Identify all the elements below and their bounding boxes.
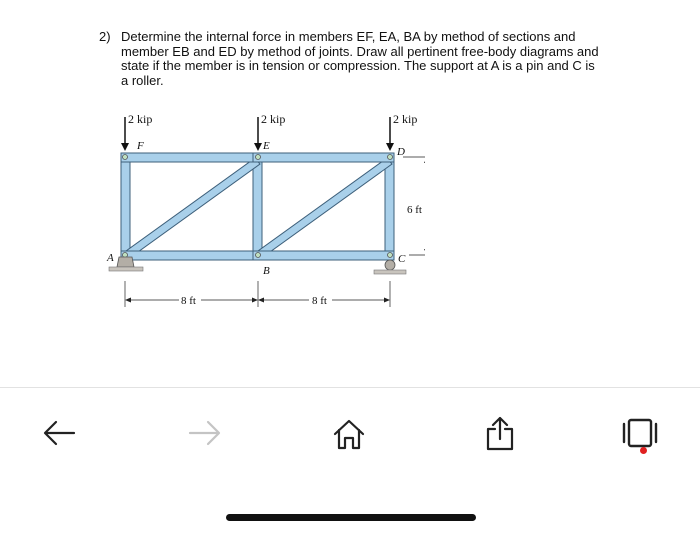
joint-label-B: B (263, 265, 270, 277)
member-AE (126, 158, 260, 257)
height-dimension-label: 6 ft (407, 204, 422, 216)
home-icon (325, 410, 373, 458)
joint-label-E: E (263, 140, 270, 152)
member-AB (121, 251, 262, 260)
problem-statement (99, 30, 599, 88)
arrow-left-icon (36, 410, 84, 458)
tabs-button[interactable] (616, 410, 664, 458)
load-label-F: 2 kip (128, 112, 153, 126)
home-indicator[interactable] (226, 514, 476, 521)
tabs-notification-dot (640, 447, 647, 454)
back-button[interactable] (36, 410, 84, 458)
member-FE (121, 153, 262, 162)
share-button[interactable] (476, 410, 524, 458)
joint-label-C: C (398, 253, 406, 265)
pin-B (256, 253, 261, 258)
problem-text: Determine the internal force in members EF, EA, BA by method of sections and member EB and ED by method of joints. Draw all pertinent free-body diagrams and state if the member is in tension or compression. The support at A is a pin and C is a roller. (121, 29, 599, 88)
load-label-D: 2 kip (393, 112, 418, 126)
pin-F (123, 155, 128, 160)
member-BE (253, 153, 262, 260)
load-label-E: 2 kip (261, 112, 286, 126)
home-button[interactable] (325, 410, 373, 458)
joint-label-F: F (137, 140, 144, 152)
arrow-right-icon (180, 410, 228, 458)
member-CD (385, 153, 394, 260)
share-icon (476, 410, 524, 458)
pin-D (388, 155, 393, 160)
member-AF (121, 153, 130, 260)
truss-figure (95, 105, 425, 315)
span-label-right: 8 ft (312, 295, 327, 307)
pin-C (388, 253, 393, 258)
joint-label-D: D (397, 146, 405, 158)
span-label-left: 8 ft (181, 295, 196, 307)
forward-button[interactable] (180, 410, 228, 458)
member-BC (253, 251, 394, 260)
member-ED (253, 153, 394, 162)
browser-toolbar (0, 388, 700, 537)
member-BD (258, 158, 392, 257)
pin-E (256, 155, 261, 160)
problem-number: 2) (99, 29, 111, 44)
joint-label-A: A (107, 252, 114, 264)
